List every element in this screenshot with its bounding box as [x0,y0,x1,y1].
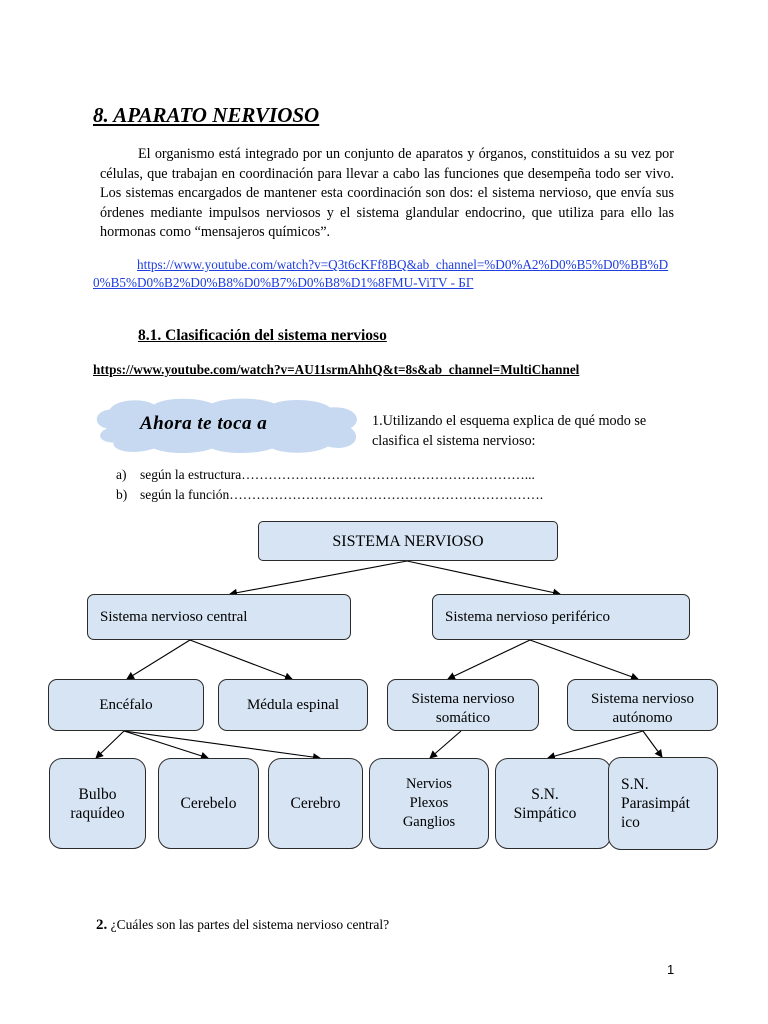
question-2 [96,917,389,934]
node-nervios: Nervios Plexos Ganglios [369,758,489,849]
arrow-encefalo-cerebelo [124,731,208,758]
node-simpatico: S.N. Simpático [495,758,611,849]
youtube-link-2[interactable]: https://www.youtube.com/watch?v=AU11srmAhhQ&t=8s&ab_channel=MultiChannel [93,362,580,377]
option-a-text: según la estructura………………………………………………………... [140,467,535,482]
node-autonomo: Sistema nervioso autónomo [567,679,718,731]
question-1: 1.Utilizando el esquema explica de qué modo se clasifica el sistema nervioso: [372,413,647,449]
arrow-central-encefalo [127,640,190,679]
arrow-encefalo-cerebro [124,731,320,758]
arrow-autonomo-parasimpatico [643,731,662,757]
arrow-autonomo-simpatico [548,731,643,758]
arrow-peripheral-autonomo [530,640,638,679]
arrow-root-peripheral [407,561,560,594]
node-somatico: Sistema nervioso somático [387,679,539,731]
node-cerebro: Cerebro [268,758,363,849]
option-a-label: a) [116,467,127,482]
cloud-text: Ahora te toca a [140,413,268,434]
option-b-text: según la función……………………………………………………………. [140,487,544,502]
question-2-number: 2. [96,917,108,933]
node-bulbo: Bulbo raquídeo [49,758,146,849]
node-cerebelo: Cerebelo [158,758,259,849]
node-central: Sistema nervioso central [87,594,351,640]
node-peripheral: Sistema nervioso periférico [432,594,690,640]
arrow-encefalo-bulbo [96,731,124,758]
arrow-peripheral-somatico [448,640,530,679]
node-sistema-nervioso: SISTEMA NERVIOSO [258,521,558,561]
page-number: 1 [667,962,675,977]
section-subtitle: 8.1. Clasificación del sistema nervioso [138,327,387,344]
arrow-root-central [230,561,407,594]
intro-text: El organismo está integrado por un conjunto de aparatos y órganos, constituidos a su vez por células, que trabajan en coordinación para llevar a cabo las funciones que desempeña todo ser vivo. Los sistemas encargados de mantener esta coordinación son dos: el sistema nervioso, que envía sus órdenes mediante impulsos nerviosos y el sistema glandular endocrino, que utiliza para ello las hormonas como “mensajeros químicos”. [100,146,674,240]
node-encefalo: Encéfalo [48,679,204,731]
node-medula: Médula espinal [218,679,368,731]
question-2-text: ¿Cuáles son las partes del sistema nervioso central? [107,917,390,932]
youtube-link-1-text[interactable]: https://www.youtube.com/watch?v=Q3t6cKFf8BQ&ab_channel=%D0%A2%D0%B5%D0%BB%D0%B5%D0%B2%D0%B8%D0%B7%D0%B8%D1%8FMU-ViTV - БГ [93,257,669,290]
arrow-somatico-nervios [430,731,461,758]
option-b-label: b) [116,487,128,502]
node-parasimpatico: S.N. Parasimpát ico [608,757,718,850]
arrow-central-medula [190,640,292,679]
page-title: 8. APARATO NERVIOSO [93,103,320,127]
